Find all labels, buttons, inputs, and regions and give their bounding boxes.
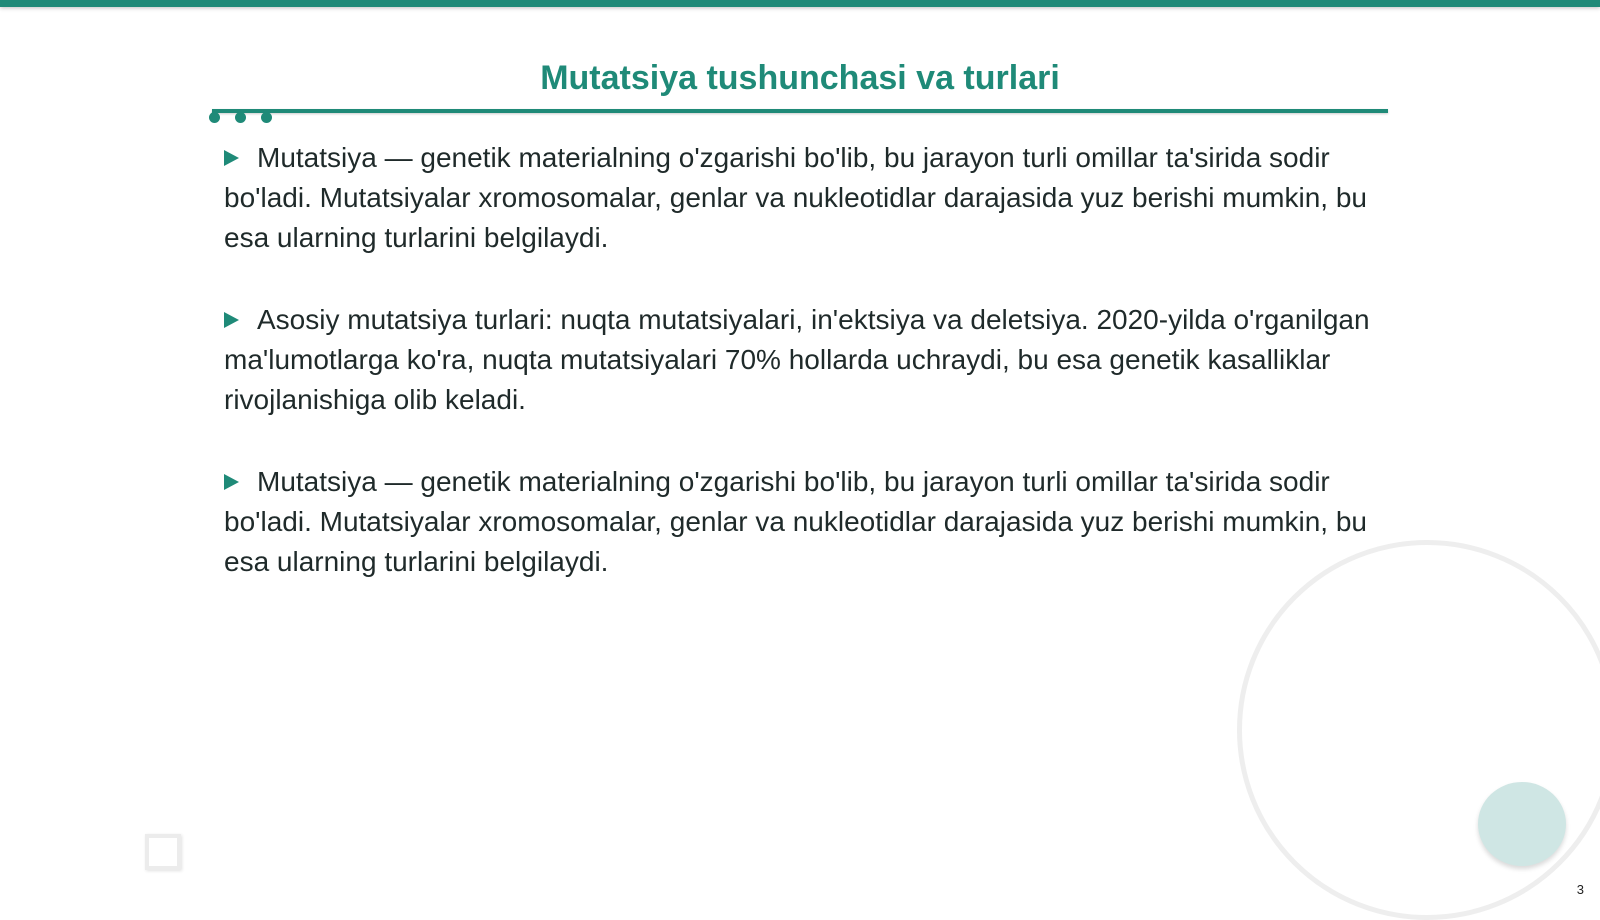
triangle-bullet-icon xyxy=(224,150,239,166)
dot-decoration xyxy=(235,112,246,123)
paragraph-text: Mutatsiya — genetik materialning o'zgarishi bo'lib, bu jarayon turli omillar ta'sirida sodir bo'ladi. Mutatsiyalar xromosomalar, genlar va nukleotidlar darajasida yuz berishi mumkin, bu esa ularning turlarini belgilaydi. xyxy=(224,466,1367,577)
paragraph-text: Mutatsiya — genetik materialning o'zgarishi bo'lib, bu jarayon turli omillar ta'sirida sodir bo'ladi. Mutatsiyalar xromosomalar, genlar va nukleotidlar darajasida yuz berishi mumkin, bu esa ularning turlarini belgilaydi. xyxy=(224,142,1367,253)
disc-decoration xyxy=(1478,782,1566,866)
triangle-bullet-icon xyxy=(224,474,239,490)
slide-title: Mutatsiya tushunchasi va turlari xyxy=(540,59,1060,97)
square-decoration xyxy=(145,834,181,870)
triangle-bullet-icon xyxy=(224,312,239,328)
bullet-paragraph-3 xyxy=(224,462,1384,582)
bullet-paragraph-1 xyxy=(224,138,1384,258)
slide-body xyxy=(224,138,1384,624)
top-accent-bar xyxy=(0,0,1600,7)
dot-decoration xyxy=(209,112,220,123)
ring-decoration xyxy=(1237,540,1600,920)
title-underline xyxy=(212,109,1388,113)
bullet-paragraph-2 xyxy=(224,300,1384,420)
page-number: 3 xyxy=(1576,882,1584,897)
dot-decoration xyxy=(261,112,272,123)
paragraph-text: Asosiy mutatsiya turlari: nuqta mutatsiyalari, in'ektsiya va deletsiya. 2020-yilda o'rganilgan ma'lumotlarga ko'ra, nuqta mutatsiyalari 70% hollarda uchraydi, bu esa genetik kasalliklar rivojlanishiga olib keladi. xyxy=(224,304,1370,415)
